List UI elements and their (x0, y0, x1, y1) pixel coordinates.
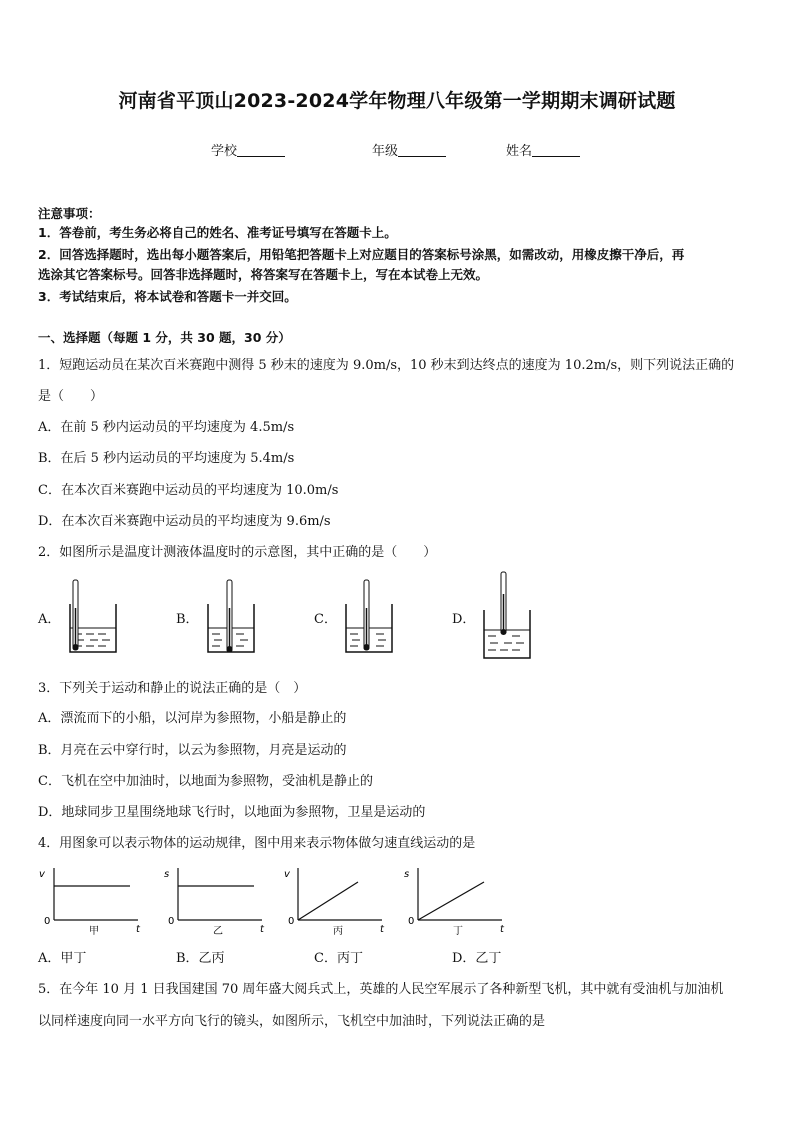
q1-option-a[interactable]: A．在前 5 秒内运动员的平均速度为 4.5m/s (38, 420, 295, 435)
question-5-stem-cont: 以同样速度向同一水平方向飞行的镜头，如图所示，飞机空中加油时，下列说法正确的是 (38, 1014, 546, 1029)
graph-bing-origin: 0 (288, 916, 295, 927)
graph-yi (158, 864, 268, 936)
q4-option-a[interactable]: A．甲丁 (38, 951, 87, 966)
thermometer-beaker-c (340, 578, 400, 660)
q1-option-b[interactable]: B．在后 5 秒内运动员的平均速度为 5.4m/s (38, 451, 295, 466)
q4-option-b[interactable]: B．乙丙 (176, 951, 225, 966)
q2-option-b-label[interactable]: B． (176, 612, 199, 627)
name-blank[interactable] (532, 144, 580, 157)
name-label: 姓名 (506, 144, 533, 159)
graph-ding-xlabel: t (500, 924, 504, 935)
notice-item: 3．考试结束后，将本试卷和答题卡一并交回。 (38, 289, 297, 304)
graph-jia-caption: 甲 (89, 926, 99, 936)
notice-item: 1．答卷前，考生务必将自己的姓名、准考证号填写在答题卡上。 (38, 225, 397, 240)
thermometer-beaker-a (64, 578, 124, 660)
graph-ding-origin: 0 (408, 916, 415, 927)
question-5-stem: 5．在今年 10 月 1 日我国建国 70 周年盛大阅兵式上，英雄的人民空军展示了各种新型飞机，其中就有受油机与加油机 (38, 982, 724, 997)
q3-option-b[interactable]: B．月亮在云中穿行时，以云为参照物，月亮是运动的 (38, 743, 347, 758)
graph-jia (34, 864, 144, 936)
graph-yi-origin: 0 (168, 916, 175, 927)
q3-option-c[interactable]: C．飞机在空中加油时，以地面为参照物，受油机是静止的 (38, 774, 373, 789)
notice-item: 选涂其它答案标号。回答非选择题时，将答案写在答题卡上，写在本试卷上无效。 (38, 267, 489, 282)
question-2-stem: 2．如图所示是温度计测液体温度时的示意图，其中正确的是（ ） (38, 545, 437, 560)
thermometer-beaker-b (202, 578, 262, 660)
school-blank[interactable] (237, 144, 285, 157)
school-field[interactable] (211, 140, 285, 159)
q4-option-c[interactable]: C．丙丁 (314, 951, 363, 966)
question-3-stem: 3．下列关于运动和静止的说法正确的是（ ） (38, 681, 307, 696)
graph-bing-xlabel: t (380, 924, 384, 935)
grade-field[interactable] (372, 140, 446, 159)
notice-item: 2．回答选择题时，选出每小题答案后，用铅笔把答题卡上对应题目的答案标号涂黑，如需改动，用橡皮擦干净后，再 (38, 247, 685, 262)
graph-yi-ylabel: s (164, 869, 170, 880)
q1-option-c[interactable]: C．在本次百米赛跑中运动员的平均速度为 10.0m/s (38, 483, 339, 498)
graph-ding (398, 864, 508, 936)
graph-yi-xlabel: t (260, 924, 264, 935)
q2-option-c-label[interactable]: C． (314, 612, 337, 627)
q1-option-d[interactable]: D．在本次百米赛跑中运动员的平均速度为 9.6m/s (38, 514, 331, 529)
question-4-stem: 4．用图象可以表示物体的运动规律，图中用来表示物体做匀速直线运动的是 (38, 836, 476, 851)
graph-ding-ylabel: s (404, 869, 410, 880)
graph-jia-origin: 0 (44, 916, 51, 927)
name-field[interactable] (506, 140, 580, 159)
page-title: 河南省平顶山2023-2024学年物理八年级第一学期期末调研试题 (118, 90, 676, 112)
graph-jia-ylabel: v (39, 869, 45, 880)
question-1-stem-cont: 是（ ） (38, 389, 104, 404)
q2-option-d-label[interactable]: D． (452, 612, 476, 627)
graph-bing-ylabel: v (284, 869, 290, 880)
grade-label: 年级 (372, 144, 399, 159)
question-1-stem: 1．短跑运动员在某次百米赛跑中测得 5 秒末的速度为 9.0m/s，10 秒末到达终点的速度为 10.2m/s，则下列说法正确的 (38, 358, 735, 373)
q3-option-d[interactable]: D．地球同步卫星围绕地球飞行时，以地面为参照物，卫星是运动的 (38, 805, 426, 820)
notice-heading: 注意事项： (38, 206, 101, 221)
grade-blank[interactable] (398, 144, 446, 157)
graph-ding-caption: 丁 (453, 926, 463, 936)
school-label: 学校 (211, 144, 238, 159)
graph-bing-caption: 丙 (333, 926, 343, 936)
q4-option-d[interactable]: D．乙丁 (452, 951, 502, 966)
section-heading: 一、选择题（每题 1 分，共 30 题，30 分） (38, 330, 291, 345)
graph-jia-xlabel: t (136, 924, 140, 935)
graph-yi-caption: 乙 (213, 926, 223, 936)
q2-option-a-label[interactable]: A． (38, 612, 61, 627)
thermometer-beaker-d (478, 570, 538, 662)
q3-option-a[interactable]: A．漂流而下的小船，以河岸为参照物，小船是静止的 (38, 711, 347, 726)
graph-bing (278, 864, 388, 936)
